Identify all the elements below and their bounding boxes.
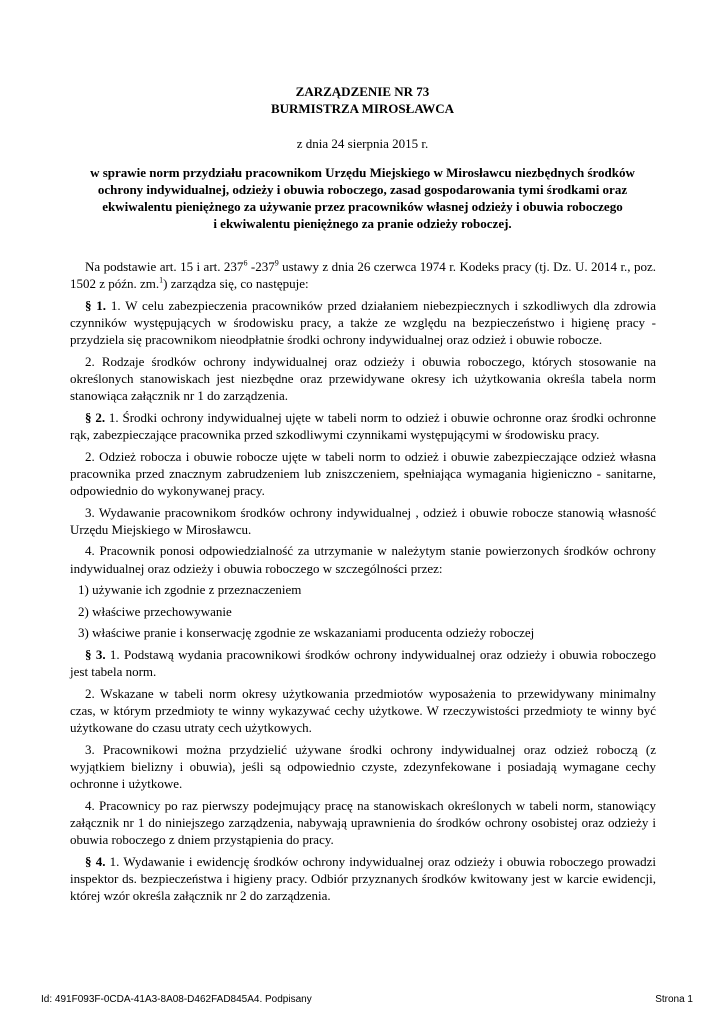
subject-line: ekwiwalentu pieniężnego za używanie przez pracowników własnej odzieży i obuwia roboczego	[102, 199, 623, 214]
section-2-paragraph-1	[70, 409, 656, 443]
section-2-paragraph-2: 2. Odzież robocza i obuwie robocze ujęte w tabeli norm to odzież i obuwie zabezpieczające odzież własna pracownika przed znacznym zabrudzeniem lub zniszczeniem, spełniająca wymagania higieniczno - sanitarne, odpowiednio do wykonywanej pracy.	[70, 448, 656, 498]
document-date: z dnia 24 sierpnia 2015 r.	[296, 136, 429, 151]
section-label: § 2.	[85, 409, 106, 425]
document-body	[70, 258, 656, 909]
section-label: § 4.	[85, 853, 106, 869]
section-2-paragraph-3: 3. Wydawanie pracownikom środków ochrony indywidualnej , odzież i obuwie robocze stanowią własność Urzędu Miejskiego w Mirosławcu.	[70, 504, 656, 537]
section-label: § 1.	[85, 297, 107, 313]
paragraph-text: 1. Wydawanie i ewidencję środków ochrony indywidualnej oraz odzieży i obuwia roboczego prowadzi inspektor ds. bezpieczeństwa i higieny pracy. Odbiór przyznanych środków kwitowany jest w karcie ewidencji, której wzór określa załącznik nr 2 do zarządzenia.	[70, 853, 656, 904]
document-title: ZARZĄDZENIE NR 73	[295, 84, 430, 99]
footer-document-id: Id: 491F093F-0CDA-41A3-8A08-D462FAD845A4. Podpisany	[41, 994, 312, 1005]
preamble-text: ustawy z dnia 26 czerwca 1974 r. Kodeks pracy (tj. Dz. U. 2014 r., poz. 1502 z późn. zm.	[70, 259, 656, 292]
superscript: 9	[274, 258, 279, 268]
preamble-text: -237	[247, 259, 275, 274]
superscript: 6	[243, 258, 248, 268]
list-item: 1) używanie ich zgodnie z przeznaczeniem	[78, 582, 302, 598]
list-item: 3) właściwe pranie i konserwację zgodnie ze wskazaniami producenta odzieży roboczej	[78, 625, 535, 641]
section-2-paragraph-4: 4. Pracownik ponosi odpowiedzialność za utrzymanie w należytym stanie powierzonych środków ochrony indywidualnej oraz odzieży i obuwia roboczego w szczególności przez:	[70, 543, 656, 576]
section-4-paragraph-1	[70, 853, 656, 905]
section-1-paragraph-2: 2. Rodzaje środków ochrony indywidualnej oraz odzieży i obuwia roboczego, których stosowanie na określonych stanowiskach jest niezbędne oraz przewidywane okresy ich użytkowania określa tabela norm stanowiąca załącznik nr 1 do zarządzenia.	[70, 353, 656, 404]
document-subject	[70, 164, 655, 232]
section-3-paragraph-2: 2. Wskazane w tabeli norm okresy użytkowania przedmiotów wyposażenia to przewidywany minimalny czas, w którym przedmioty te winny wykazywać cechy użytkowe. W rzeczywistości przedmioty te winny być użytkowane do czasu utraty cech użytkowych.	[70, 685, 656, 736]
subject-line: i ekwiwalentu pieniężnego za pranie odzieży roboczej.	[213, 216, 512, 231]
footnote-ref: 1	[159, 275, 164, 285]
list-item: 2) właściwe przechowywanie	[78, 603, 232, 619]
preamble-text: Na podstawie art. 15 i art. 237	[85, 259, 244, 274]
subject-line: w sprawie norm przydziału pracownikom Urzędu Miejskiego w Mirosławcu niezbędnych środków	[90, 165, 635, 180]
paragraph-text: 1. Podstawą wydania pracownikowi środków ochrony indywidualnej oraz odzieży i obuwia roboczego jest tabela norm.	[70, 646, 656, 680]
preamble-text: ) zarządza się, co następuje:	[163, 276, 309, 292]
paragraph-text: 1. W celu zabezpieczenia pracowników przed działaniem niebezpiecznych i szkodliwych dla zdrowia czynników występujących w środowisku pracy, a także ze względu na bezpieczeństwo i higienę pracy - przydziela się pracownikom nieodpłatnie środki ochrony indywidualnej oraz odzież i obuwie robocze.	[70, 297, 656, 348]
preamble	[70, 258, 656, 292]
footer-page-number: Strona 1	[655, 994, 693, 1005]
section-label: § 3.	[85, 646, 106, 662]
paragraph-text: 1. Środki ochrony indywidualnej ujęte w tabeli norm to odzież i obuwie ochronne oraz środki ochronne rąk, zabezpieczające pracownika przed szkodliwymi czynnikami występującymi w środowisku pracy.	[70, 409, 657, 442]
section-3-paragraph-1	[70, 646, 656, 680]
section-3-paragraph-3: 3. Pracownikowi można przydzielić używane środki ochrony indywidualnej oraz odzież roboczą (z wyjątkiem bielizny i obuwia), jeśli są odpowiednio czyste, zdezynfekowane i posiadają wymagane cechy ochronne i użytkowe.	[70, 741, 656, 792]
section-3-paragraph-4: 4. Pracownicy po raz pierwszy podejmujący pracę na stanowiskach określonych w tabeli norm, stanowiący załącznik nr 1 do niniejszego zarządzenia, nabywają uprawnienia do środków ochrony osobistej oraz odzieży i obuwia roboczego z dniem przystąpienia do pracy.	[70, 797, 656, 848]
section-1-paragraph-1	[70, 297, 656, 349]
subject-line: ochrony indywidualnej, odzieży i obuwia roboczego, zasad gospodarowania tymi środkami oraz	[97, 182, 628, 197]
document-issuer: BURMISTRZA MIROSŁAWCA	[270, 101, 455, 116]
